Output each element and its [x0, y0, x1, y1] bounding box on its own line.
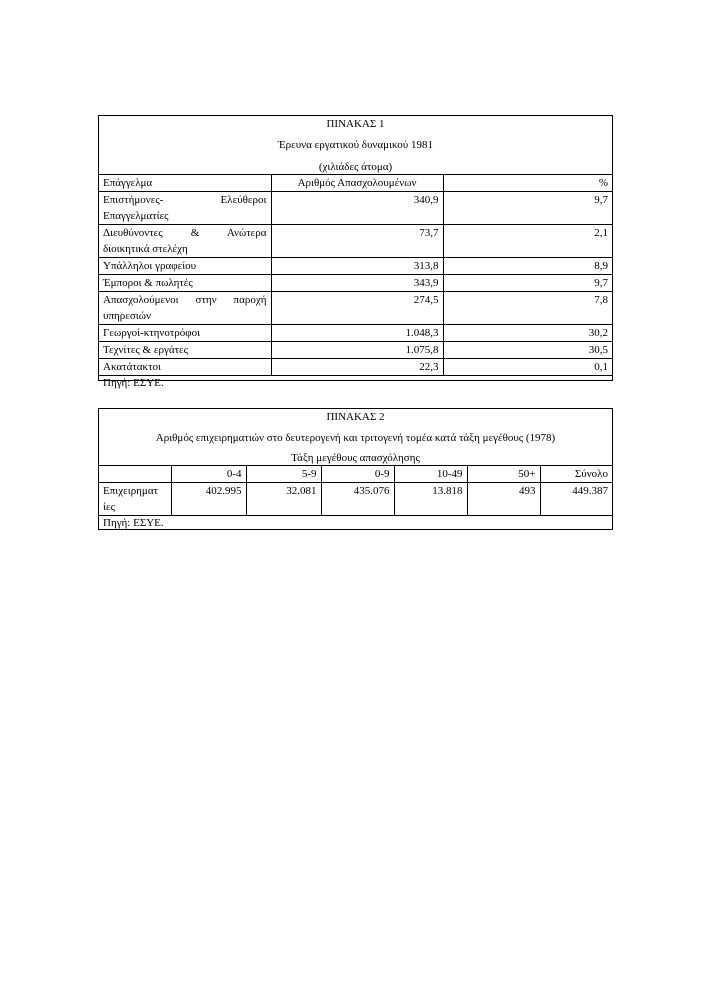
table-row [99, 483, 612, 516]
row-pct: 9,7 [443, 275, 612, 292]
row-label: Απασχολούμενοι στην παροχή υπηρεσιών [99, 292, 271, 325]
row-pct: 30,2 [443, 325, 612, 342]
header-col: 50+ [467, 466, 540, 483]
row-count: 340,9 [271, 192, 443, 225]
table-2 [98, 408, 613, 530]
table-1-source: Πηγή: ΕΣΥΕ. [103, 377, 164, 389]
row-label: Τεχνίτες & εργάτες [99, 342, 271, 359]
row-value: 32.081 [246, 483, 321, 516]
row-value: 435.076 [321, 483, 394, 516]
row-label: Επιχειρηματ ίες [99, 483, 171, 516]
row-count: 343,9 [271, 275, 443, 292]
table-2-group-header: Τάξη μεγέθους απασχόλησης [291, 452, 420, 464]
row-pct: 8,9 [443, 258, 612, 275]
header-col: 10-49 [394, 466, 467, 483]
row-value: 493 [467, 483, 540, 516]
table-2-subtitle: Αριθμός επιχειρηματιών στο δευτερογενή και τριτογενή τομέα κατά τάξη μεγέθους (1978) [155, 432, 556, 444]
row-label: Γεωργοί-κτηνοτρόφοι [99, 325, 271, 342]
row-label: Έμποροι & πωλητές [99, 275, 271, 292]
header-occupation: Επάγγελμα [99, 175, 271, 192]
row-label: Επιστήμονες- Ελεύθεροι Επαγγελματίες [99, 192, 271, 225]
row-pct: 7,8 [443, 292, 612, 325]
row-label: Υπάλληλοι γραφείου [99, 258, 271, 275]
row-pct: 9,7 [443, 192, 612, 225]
row-count: 1.075,8 [271, 342, 443, 359]
header-percent: % [443, 175, 612, 192]
table-1-title: ΠΙΝΑΚΑΣ 1 [326, 118, 385, 130]
header-col: 0-9 [321, 466, 394, 483]
table-row [99, 275, 612, 292]
table-1-grid [99, 174, 612, 376]
table-row [99, 342, 612, 359]
row-value: 13.818 [394, 483, 467, 516]
table-2-title: ΠΙΝΑΚΑΣ 2 [326, 411, 385, 423]
table-2-header-row [99, 466, 612, 483]
table-1-unit: (χιλιάδες άτομα) [318, 161, 393, 173]
header-empty [99, 466, 171, 483]
row-count: 22,3 [271, 359, 443, 376]
row-value: 402.995 [171, 483, 246, 516]
table-row [99, 359, 612, 376]
row-count: 313,8 [271, 258, 443, 275]
row-label: Ακατάτακτοι [99, 359, 271, 376]
row-pct: 2,1 [443, 225, 612, 258]
header-employed: Αριθμός Απασχολουμένων [271, 175, 443, 192]
table-row [99, 192, 612, 225]
table-1 [98, 115, 613, 389]
row-label: Διευθύνοντες & Ανώτερα διοικητικά στελέχη [99, 225, 271, 258]
row-pct: 30,5 [443, 342, 612, 359]
table-row [99, 258, 612, 275]
row-pct: 0,1 [443, 359, 612, 376]
header-col: 0-4 [171, 466, 246, 483]
table-row [99, 325, 612, 342]
table-1-subtitle: Έρευνα εργατικού δυναμικού 1981 [277, 139, 433, 151]
row-count: 73,7 [271, 225, 443, 258]
row-count: 274,5 [271, 292, 443, 325]
row-count: 1.048,3 [271, 325, 443, 342]
header-col: Σύνολο [540, 466, 612, 483]
table-row [99, 292, 612, 325]
table-row [99, 225, 612, 258]
row-value: 449.387 [540, 483, 612, 516]
table-2-source: Πηγή: ΕΣΥΕ. [103, 517, 164, 529]
header-col: 5-9 [246, 466, 321, 483]
table-1-header-row [99, 175, 612, 192]
table-2-grid [99, 465, 612, 516]
